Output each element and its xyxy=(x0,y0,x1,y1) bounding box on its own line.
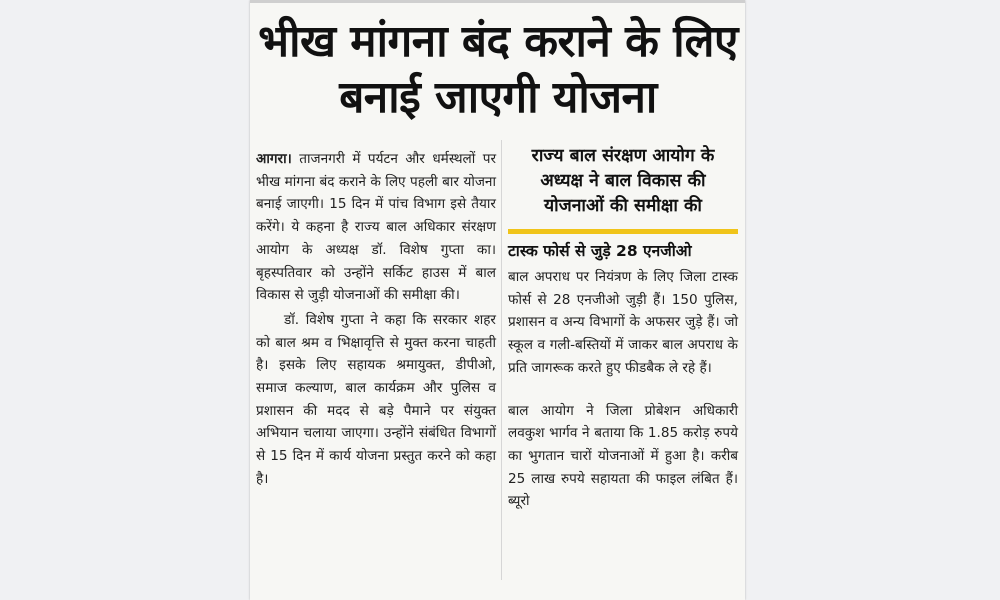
dateline: आगरा। xyxy=(256,151,292,167)
column-divider xyxy=(501,140,502,580)
paragraph-1-text: ताजनगरी में पर्यटन और धर्मस्थलों पर भीख मांगना बंद कराने के लिए पहली बार योजना बनाई जाएगी। 15 दिन में पांच विभाग इसे तैयार करेंगे। ये कहना है राज्य बाल अधिकार संरक्षण आयोग के अध्यक्ष डॉ. विशेष गुप्ता का। बृहस्पतिवार को उन्होंने सर्किट हाउस में बाल विकास से जुड़ी योजनाओं की समीक्षा की। xyxy=(256,151,496,304)
paragraph-4: बाल आयोग ने जिला प्रोबेशन अधिकारी लवकुश भार्गव ने बताया कि 1.85 करोड़ रुपये का भुगतान चारों योजनाओं में हुआ है। करीब 25 लाख रुपये सहायता की फाइल लंबित हैं। ब्यूरो xyxy=(508,402,738,510)
subheadline: राज्य बाल संरक्षण आयोग के अध्यक्ष ने बाल विकास की योजनाओं की समीक्षा की xyxy=(531,146,715,216)
paragraph-3: बाल अपराध पर नियंत्रण के लिए जिला टास्क फोर्स से 28 एनजीओ जुड़ी हैं। 150 पुलिस, प्रशासन व अन्य विभागों के अफसर जुड़े हैं। जो स्कूल व गली-बस्तियों में जाकर बाल अपराध के प्रति जागरूक करते हुए फीडबैक ले रहे हैं। xyxy=(508,269,738,376)
top-edge-line xyxy=(250,0,745,3)
crosshead: टास्क फोर्स से जुड़े 28 एनजीओ xyxy=(508,242,692,260)
paragraph-1 xyxy=(256,148,496,307)
headline: भीख मांगना बंद कराने के लिए बनाई जाएगी योजना xyxy=(258,16,738,123)
article-body-right-column xyxy=(508,266,738,513)
paragraph-2: डॉ. विशेष गुप्ता ने कहा कि सरकार शहर को बाल श्रम व भिक्षावृत्ति से मुक्त करना चाहती है। इसके लिए सहायक श्रमायुक्त, डीपीओ, समाज कल्याण, बाल कार्यक्रम और पुलिस व प्रशासन की मदद से बड़े पैमाने पर संयुक्त अभियान चलाया जाएगा। उन्होंने संबंधित विभागों से 15 दिन में कार्य योजना प्रस्तुत करने को कहा है। xyxy=(256,311,496,487)
article-body-left-column xyxy=(256,148,496,491)
newspaper-clipping xyxy=(250,0,745,600)
subheadline-underline xyxy=(508,229,738,234)
